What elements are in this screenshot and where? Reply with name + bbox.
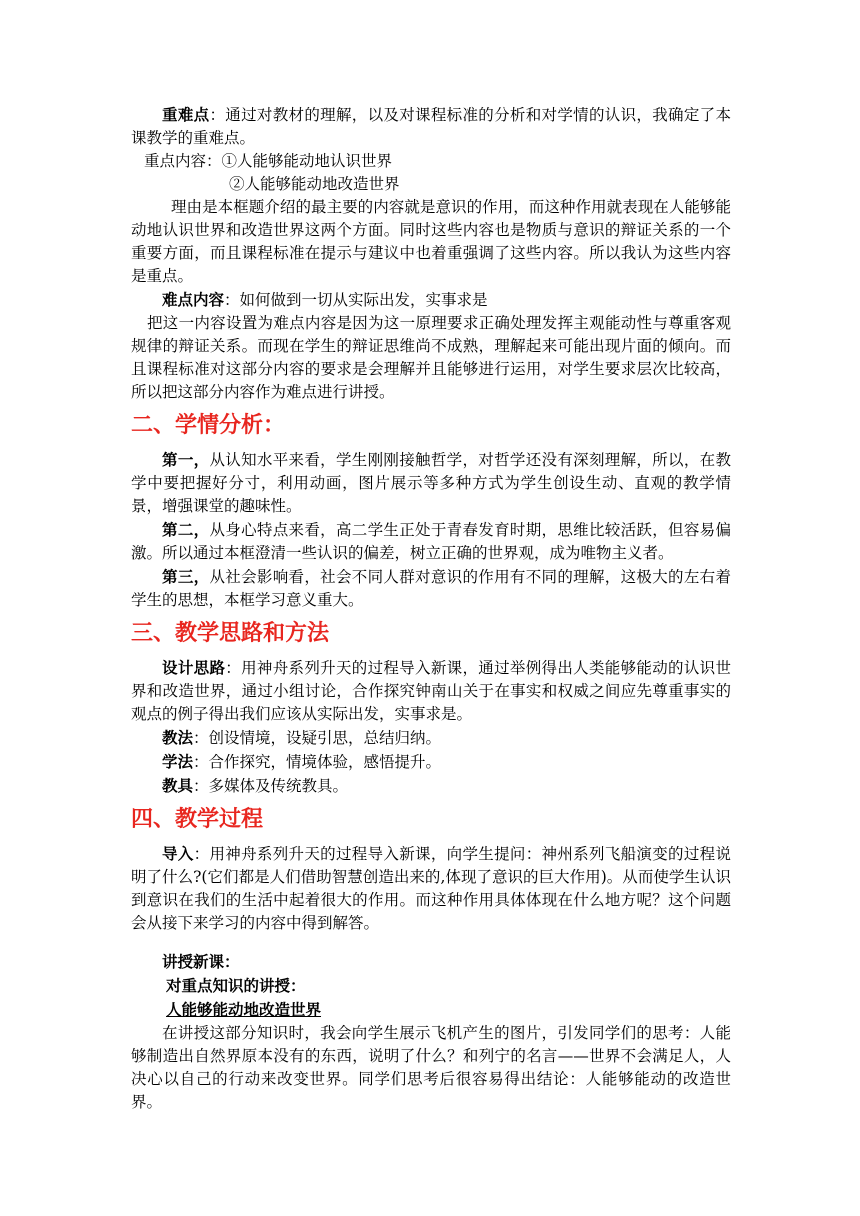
teaching-aids-text: ：多媒体及传统教具。 [193,777,349,795]
paragraph-gap [131,935,731,950]
section-heading-teaching-process: 四、教学过程 [131,807,264,832]
design-text: ：用神舟系列升天的过程导入新课，通过举例得出人类能够能动的认识世界和改造世界，通过小组讨论，合作探究钟南山关于在事实和权威之间应先尊重事实的观点的例子得出我们应该从实际出发，实事求是。 [131,659,731,723]
key-difficult-points-paragraph [131,103,731,150]
key-content-item-1: ①人能够能动地认识世界 [221,152,393,170]
section-heading-teaching-approach: 三、教学思路和方法 [131,621,330,646]
learning-method-text: ：合作探究，情境体验，感悟提升。 [193,753,442,771]
teaching-method-line [131,726,731,750]
document-body [131,103,731,1114]
learning-method-line [131,750,731,774]
key-difficult-text: ：通过对教材的理解，以及对课程标准的分析和对学情的认识，我确定了本课教学的重难点。 [131,106,731,147]
key-content-item-2: ②人能够能动地改造世界 [229,175,400,193]
section-heading-student-analysis: 二、学情分析： [131,413,286,438]
first-text: 从认知水平来看，学生刚刚接触哲学，对哲学还没有深刻理解，所以，在教学中要把握好分寸，利用动画，图片展示等多种方式为学生创设生动、直观的教学情景，增强课堂的趣味性。 [131,451,731,515]
new-lesson-label-line [131,950,731,974]
teaching-method-text: ：创设情境，设疑引思，总结归纳。 [193,729,442,747]
difficult-content-label: 难点内容 [162,290,225,309]
introduction-text: ：用神舟系列升天的过程导入新课，向学生提问：神州系列飞船演变的过程说明了什么?(它们都是人们借助智慧创造出来的,体现了意识的巨大作用)。从而使学生认识到意识在我们的生活中起着很大的作用。而这种作用具体体现在什么地方呢？这个问题会从接下来学习的内容中得到解答。 [131,845,731,932]
difficult-content-reason: 把这一内容设置为难点内容是因为这一原理要求正确处理发挥主观能动性与尊重客观规律的辩证关系。而现在学生的辩证思维尚不成熟，理解起来可能出现片面的倾向。而且课程标准对这部分内容的要求是会理解并且能够进行运用，对学生要求层次比较高，所以把这部分内容作为难点进行讲授。 [131,314,731,401]
student-analysis-second [131,518,731,565]
difficult-content-text: ：如何做到一切从实际出发，实事求是 [224,291,488,309]
difficult-content-paragraph [131,288,731,312]
teaching-method-label: 教法 [162,728,194,747]
second-text: 从身心特点来看，高二学生正处于青春发育时期，思维比较活跃，但容易偏激。所以通过本框澄清一些认识的偏差，树立正确的世界观，成为唯物主义者。 [131,521,731,562]
design-label: 设计思路 [162,658,226,677]
teaching-aids-line [131,774,731,798]
subtopic-heading: 人能够能动地改造世界 [166,1000,322,1019]
final-paragraph: 在讲授这部分知识时，我会向学生展示飞机产生的图片，引发同学们的思考：人能够制造出自然界原本没有的东西，说明了什么？和列宁的名言——世界不会满足人，人决心以自己的行动来改变世界。同学们思考后很容易得出结论：人能够能动的改造世界。 [131,1024,731,1111]
introduction-paragraph [131,842,731,935]
student-analysis-first [131,448,731,518]
key-knowledge-heading-line [131,974,731,998]
key-content-line-2 [131,173,731,196]
key-knowledge-heading: 对重点知识的讲授： [166,976,306,995]
first-label: 第一， [162,450,210,469]
third-label: 第三， [162,567,210,586]
key-difficult-label: 重难点 [162,105,210,124]
new-lesson-label: 讲授新课： [162,952,240,971]
learning-method-label: 学法 [162,752,194,771]
key-content-line-1 [131,150,731,173]
student-analysis-third [131,565,731,612]
key-content-reason: 理由是本框题介绍的最主要的内容就是意识的作用，而这种作用就表现在人能够能动地认识世界和改造世界这两个方面。同时这些内容也是物质与意识的辩证关系的一个重要方面，而且课程标准在提示与建议中也着重强调了这些内容。所以我认为这些内容是重点。 [131,198,731,285]
teaching-aids-label: 教具 [162,776,194,795]
third-text: 从社会影响看，社会不同人群对意识的作用有不同的理解，这极大的左右着学生的思想，本框学习意义重大。 [131,568,731,609]
design-paragraph [131,656,731,726]
subtopic-heading-line [131,998,731,1022]
introduction-label: 导入 [162,844,194,863]
second-label: 第二， [162,520,210,539]
key-content-label: 重点内容： [144,152,222,170]
